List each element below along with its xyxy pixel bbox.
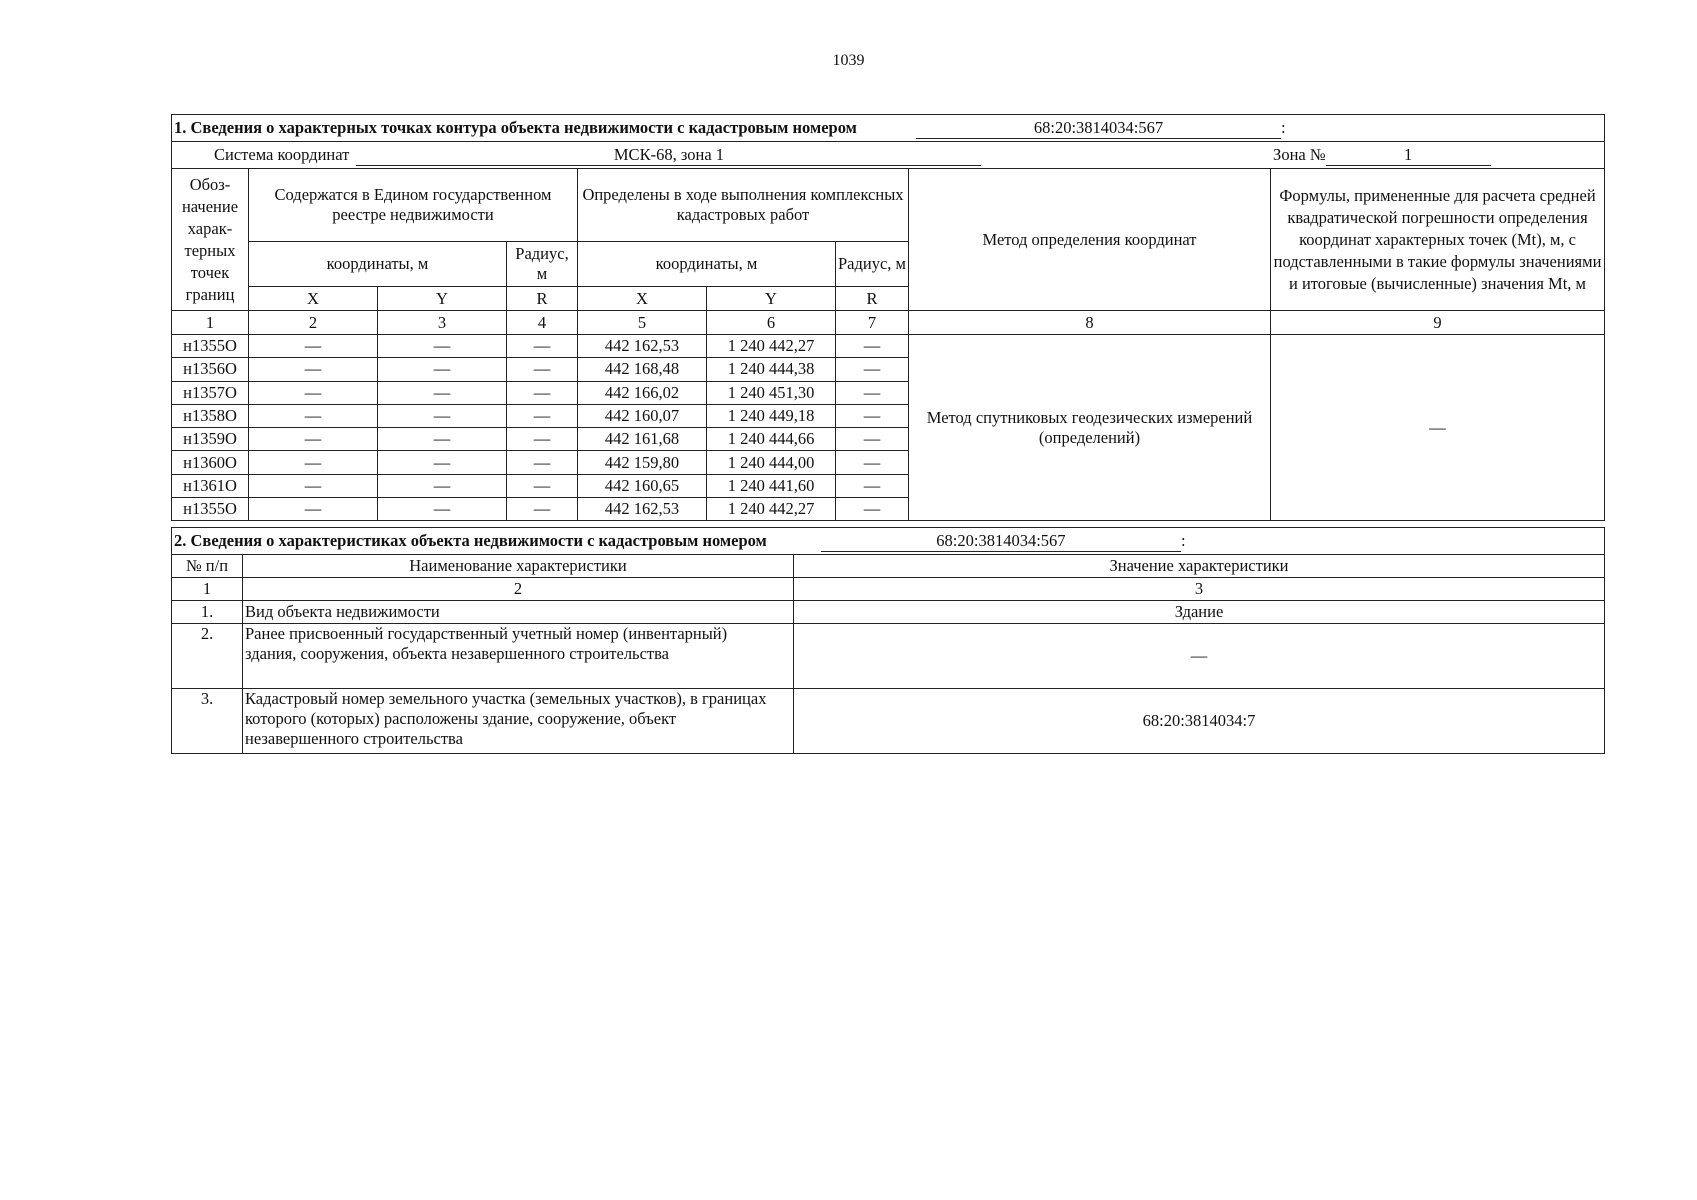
complex-r: —	[836, 335, 909, 358]
section1-cadastral-number: 68:20:3814034:567	[916, 118, 1281, 139]
complex-y: 1 240 441,60	[707, 474, 836, 497]
formulas-value: —	[1271, 335, 1605, 521]
egrn-y: —	[378, 498, 507, 521]
egrn-r: —	[507, 474, 578, 497]
column-numbers-row	[172, 578, 1605, 601]
header-complex-radius: Радиус, м	[836, 242, 909, 287]
egrn-y: —	[378, 451, 507, 474]
complex-r: —	[836, 474, 909, 497]
egrn-r: —	[507, 428, 578, 451]
header-r: R	[507, 287, 578, 311]
section2-cadastral-number: 68:20:3814034:567	[821, 531, 1181, 552]
method-value: Метод спутниковых геодезических измерений (определений)	[909, 335, 1271, 521]
point-id: н1360О	[172, 451, 249, 474]
complex-x: 442 160,07	[578, 404, 707, 427]
characteristics-table	[171, 527, 1605, 754]
column-number: 4	[507, 311, 578, 335]
header-designation: Обоз-начение харак-терных точек границ	[172, 169, 249, 311]
point-id: н1359О	[172, 428, 249, 451]
egrn-r: —	[507, 498, 578, 521]
column-number: 3	[794, 578, 1605, 601]
complex-x: 442 159,80	[578, 451, 707, 474]
header-y: Y	[378, 287, 507, 311]
section2-title: 2. Сведения о характеристиках объекта недвижимости с кадастровым номером	[174, 530, 767, 550]
section1-title-row	[172, 115, 1605, 142]
table-row	[172, 601, 1605, 624]
egrn-x: —	[249, 474, 378, 497]
point-id: н1357О	[172, 381, 249, 404]
header-complex-coords: координаты, м	[578, 242, 836, 287]
row-number: 1.	[172, 601, 243, 624]
header-r: R	[836, 287, 909, 311]
point-id: н1355О	[172, 498, 249, 521]
egrn-r: —	[507, 451, 578, 474]
characteristic-name: Кадастровый номер земельного участка (земельных участков), в границах которого (которых) расположены здание, сооружение, объект незавершенного строительства	[243, 689, 794, 754]
egrn-x: —	[249, 358, 378, 381]
column-numbers-row	[172, 311, 1605, 335]
complex-y: 1 240 442,27	[707, 335, 836, 358]
table-row	[172, 689, 1605, 754]
complex-r: —	[836, 428, 909, 451]
column-number: 2	[249, 311, 378, 335]
egrn-x: —	[249, 404, 378, 427]
characteristic-name: Вид объекта недвижимости	[243, 601, 794, 624]
egrn-x: —	[249, 335, 378, 358]
header-formulas: Формулы, примененные для расчета средней квадратической погрешности определения координат характерных точек (Mt), м, с подставленными в такие формулы значениями и итоговые (вычисленные) значения Mt, м	[1271, 169, 1605, 311]
header-egrn: Содержатся в Едином государственном реестре недвижимости	[249, 169, 578, 242]
row-number: 3.	[172, 689, 243, 754]
table-row	[172, 335, 1605, 358]
characteristic-value: 68:20:3814034:7	[794, 689, 1605, 754]
point-id: н1356О	[172, 358, 249, 381]
characteristic-value: Здание	[794, 601, 1605, 624]
complex-y: 1 240 451,30	[707, 381, 836, 404]
header-method: Метод определения координат	[909, 169, 1271, 311]
complex-y: 1 240 442,27	[707, 498, 836, 521]
complex-r: —	[836, 404, 909, 427]
column-number: 3	[378, 311, 507, 335]
egrn-y: —	[378, 428, 507, 451]
complex-r: —	[836, 358, 909, 381]
egrn-y: —	[378, 335, 507, 358]
row-number: 2.	[172, 624, 243, 689]
egrn-y: —	[378, 404, 507, 427]
header-x: X	[578, 287, 707, 311]
egrn-x: —	[249, 498, 378, 521]
coord-system-row	[172, 142, 1605, 169]
complex-x: 442 160,65	[578, 474, 707, 497]
complex-r: —	[836, 381, 909, 404]
page-number: 1039	[832, 52, 865, 69]
column-number: 1	[172, 311, 249, 335]
complex-r: —	[836, 451, 909, 474]
egrn-y: —	[378, 474, 507, 497]
column-number: 7	[836, 311, 909, 335]
column-number: 9	[1271, 311, 1605, 335]
section2-colon: :	[1180, 530, 1186, 550]
complex-x: 442 168,48	[578, 358, 707, 381]
zone-label: Зона №	[1273, 144, 1326, 164]
egrn-r: —	[507, 358, 578, 381]
header-y: Y	[707, 287, 836, 311]
complex-x: 442 162,53	[578, 335, 707, 358]
complex-y: 1 240 444,38	[707, 358, 836, 381]
section1-title: 1. Сведения о характерных точках контура объекта недвижимости с кадастровым номером	[174, 117, 857, 137]
header-name: Наименование характеристики	[243, 555, 794, 578]
section1-colon: :	[1281, 117, 1286, 137]
header-x: X	[249, 287, 378, 311]
egrn-r: —	[507, 381, 578, 404]
column-number: 5	[578, 311, 707, 335]
egrn-r: —	[507, 335, 578, 358]
complex-x: 442 166,02	[578, 381, 707, 404]
characteristic-name: Ранее присвоенный государственный учетный номер (инвентарный) здания, сооружения, объекта незавершенного строительства	[243, 624, 794, 689]
egrn-y: —	[378, 381, 507, 404]
egrn-x: —	[249, 428, 378, 451]
complex-y: 1 240 444,00	[707, 451, 836, 474]
complex-r: —	[836, 498, 909, 521]
header-egrn-coords: координаты, м	[249, 242, 507, 287]
column-number: 1	[172, 578, 243, 601]
characteristic-value: —	[794, 624, 1605, 689]
egrn-x: —	[249, 451, 378, 474]
point-id: н1355О	[172, 335, 249, 358]
table-row	[172, 624, 1605, 689]
column-number: 6	[707, 311, 836, 335]
column-number: 2	[243, 578, 794, 601]
header-complex: Определены в ходе выполнения комплексных кадастровых работ	[578, 169, 909, 242]
point-id: н1358О	[172, 404, 249, 427]
coord-system-value: МСК-68, зона 1	[356, 145, 981, 166]
complex-x: 442 162,53	[578, 498, 707, 521]
header-egrn-radius: Радиус, м	[507, 242, 578, 287]
egrn-y: —	[378, 358, 507, 381]
header-value: Значение характеристики	[794, 555, 1605, 578]
section2-title-row	[172, 528, 1605, 555]
coord-system-label: Система координат	[214, 144, 350, 164]
complex-y: 1 240 449,18	[707, 404, 836, 427]
complex-x: 442 161,68	[578, 428, 707, 451]
complex-y: 1 240 444,66	[707, 428, 836, 451]
column-number: 8	[909, 311, 1271, 335]
characteristic-points-table	[171, 114, 1605, 521]
header-num: № п/п	[172, 555, 243, 578]
point-id: н1361О	[172, 474, 249, 497]
zone-value: 1	[1326, 145, 1491, 166]
egrn-r: —	[507, 404, 578, 427]
egrn-x: —	[249, 381, 378, 404]
